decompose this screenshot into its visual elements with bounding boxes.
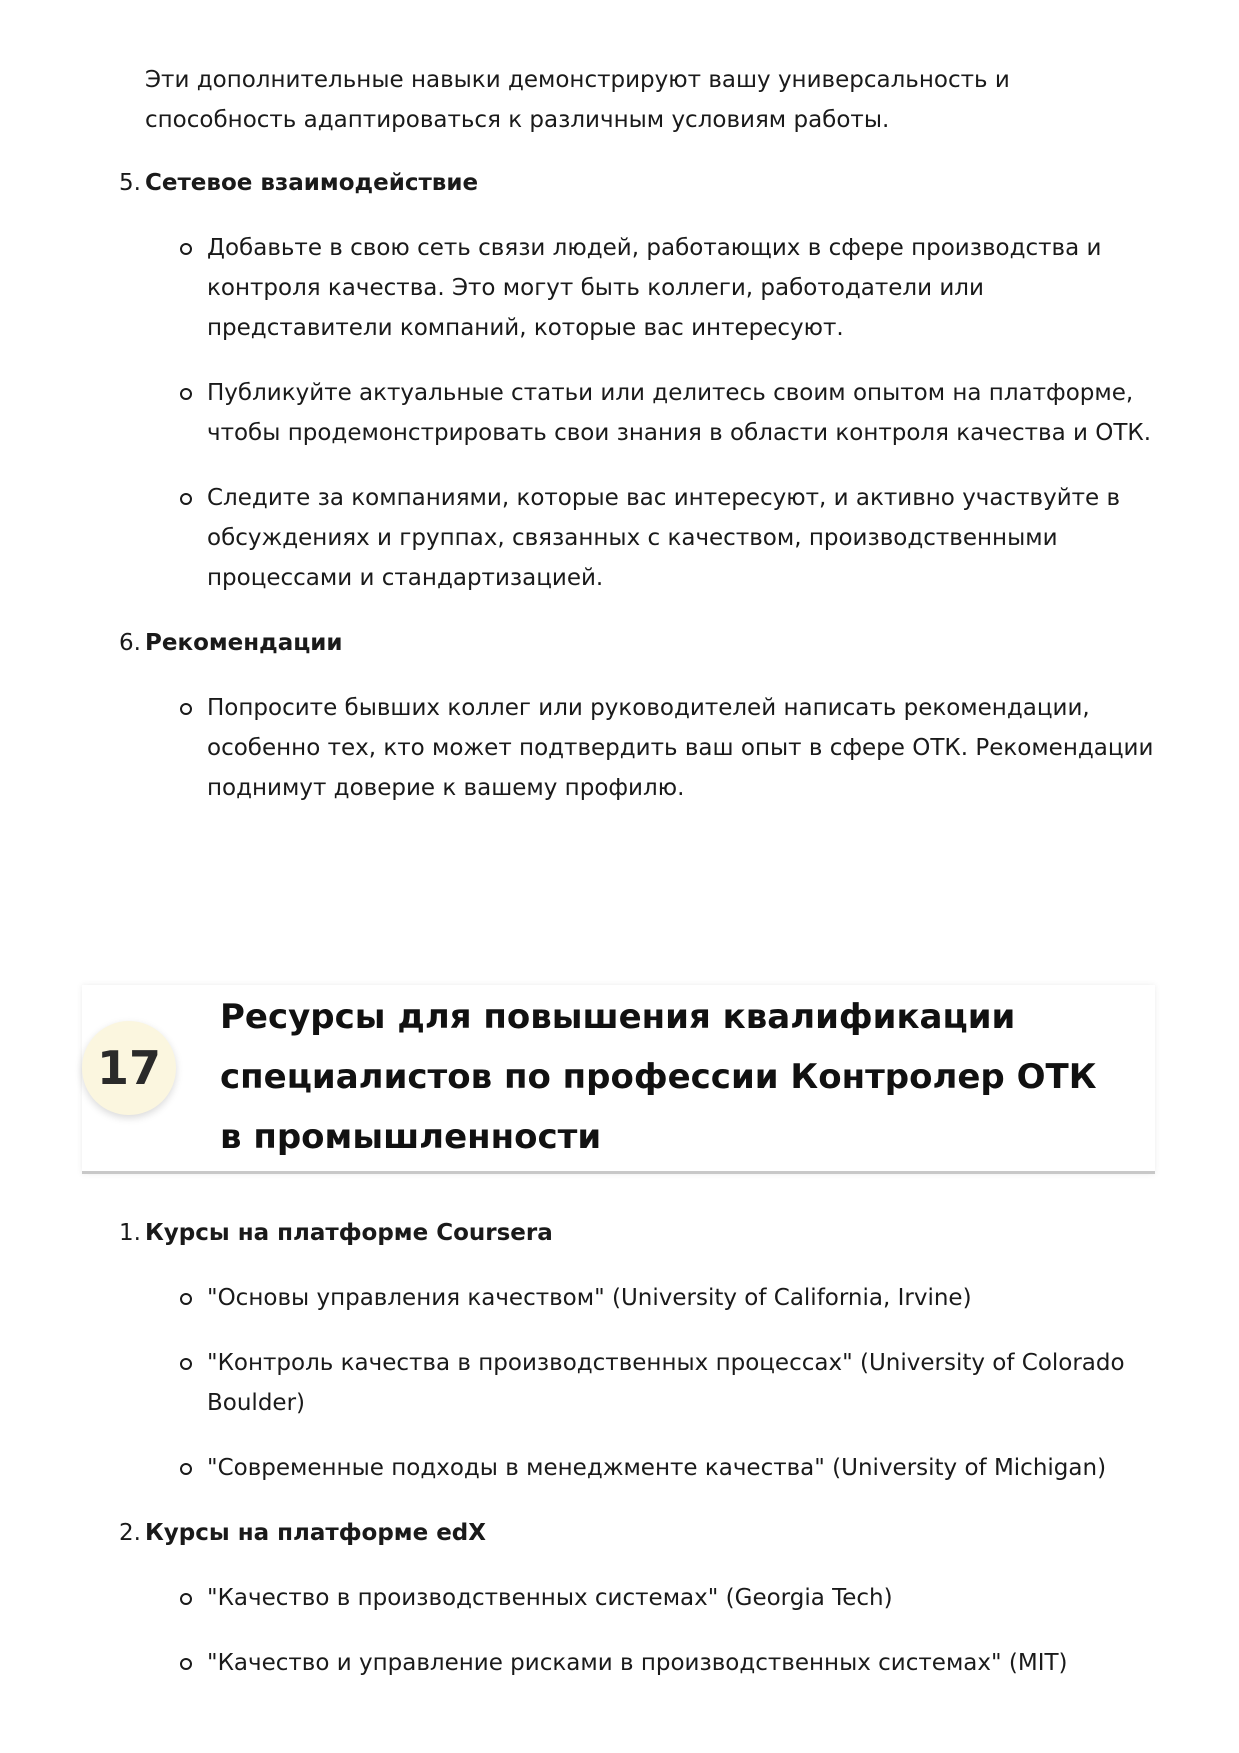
list-item-title: Рекомендации — [145, 630, 343, 656]
section-number-badge: 17 — [82, 1021, 176, 1115]
circle-bullet-icon — [180, 703, 192, 715]
section-title: Ресурсы для повышения квалификации специалистов по профессии Контролер ОТК в промышленности — [220, 997, 1097, 1157]
bullet-item — [207, 228, 1167, 348]
list-item-number: 2. — [119, 1520, 141, 1546]
bullet-text: Добавьте в свою сеть связи людей, работающих в сфере производства и контроля качества. Это могут быть коллеги, работодатели или представители компаний, которые вас интересуют. — [207, 235, 1102, 341]
circle-bullet-icon — [180, 1358, 192, 1370]
list-item-number: 5. — [119, 170, 141, 196]
list-item-title: Курсы на платформе Coursera — [145, 1220, 553, 1246]
bullet-text: Попросите бывших коллег или руководителей написать рекомендации, особенно тех, кто может подтвердить ваш опыт в сфере ОТК. Рекомендации поднимут доверие к вашему профилю. — [207, 695, 1154, 801]
bullet-item — [207, 1643, 1167, 1683]
bullet-item — [207, 1578, 1167, 1618]
bullet-item — [207, 1343, 1167, 1423]
list-item-heading — [119, 623, 343, 663]
circle-bullet-icon — [180, 1463, 192, 1475]
bullet-text: "Основы управления качеством" (University of California, Irvine) — [207, 1285, 972, 1311]
bullet-text: "Контроль качества в производственных процессах" (University of Colorado Boulder) — [207, 1350, 1125, 1416]
bullet-item — [207, 478, 1167, 598]
bullet-text: "Качество и управление рисками в производственных системах" (MIT) — [207, 1650, 1068, 1676]
bullet-item — [207, 373, 1167, 453]
list-item-heading — [119, 163, 479, 203]
list-item-title: Курсы на платформе edX — [145, 1520, 486, 1546]
section-header — [82, 985, 1155, 1174]
bullet-item — [207, 1278, 1167, 1318]
bullet-text: "Современные подходы в менеджменте качества" (University of Michigan) — [207, 1455, 1107, 1481]
list-item-heading — [119, 1513, 486, 1553]
circle-bullet-icon — [180, 1293, 192, 1305]
bullet-item — [207, 688, 1167, 808]
circle-bullet-icon — [180, 493, 192, 505]
list-item-number: 6. — [119, 630, 141, 656]
bullet-text: Следите за компаниями, которые вас интересуют, и активно участвуйте в обсуждениях и группах, связанных с качеством, производственными процессами и стандартизацией. — [207, 485, 1121, 591]
list-item-number: 1. — [119, 1220, 141, 1246]
bullet-text: Публикуйте актуальные статьи или делитесь своим опытом на платформе, чтобы продемонстрировать свои знания в области контроля качества и ОТК. — [207, 380, 1152, 446]
bullet-item — [207, 1448, 1167, 1488]
intro-paragraph: Эти дополнительные навыки демонстрируют вашу универсальность и способность адаптироваться к различным условиям работы. — [145, 67, 1010, 133]
circle-bullet-icon — [180, 388, 192, 400]
bullet-text: "Качество в производственных системах" (Georgia Tech) — [207, 1585, 893, 1611]
circle-bullet-icon — [180, 1658, 192, 1670]
circle-bullet-icon — [180, 1593, 192, 1605]
circle-bullet-icon — [180, 243, 192, 255]
list-item-heading — [119, 1213, 553, 1253]
list-item-title: Сетевое взаимодействие — [145, 170, 479, 196]
